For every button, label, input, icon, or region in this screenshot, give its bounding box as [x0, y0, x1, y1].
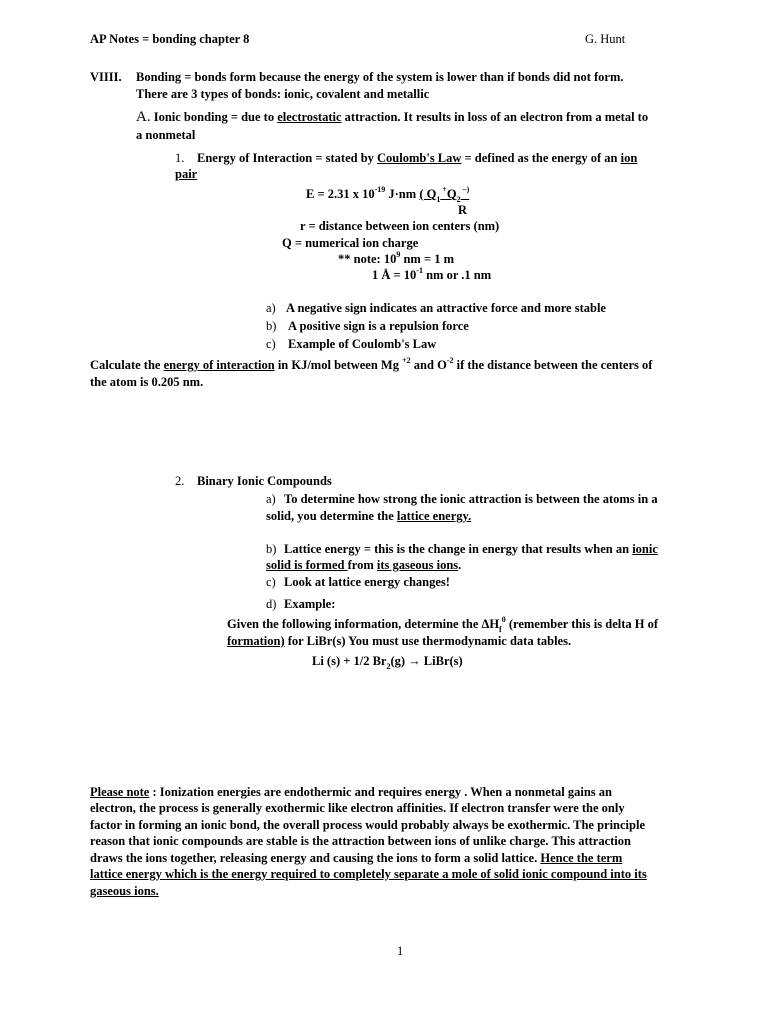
formula-e: E = 2.31 x 10	[306, 187, 375, 201]
note-line-4: reason that ionic compounds are stable is the attraction between ions of unlike charge. This attraction	[90, 834, 631, 848]
formation-term: formation)	[227, 634, 285, 648]
energy-text-mid: = defined as the energy of an	[461, 151, 621, 165]
energy-interaction-line-1	[197, 150, 637, 166]
item-2a-line-2: solid, you determine the lattice energy.	[266, 509, 472, 523]
energy-text: Energy of Interaction = stated by	[197, 151, 378, 165]
section-line-2: There are 3 types of bonds: ionic, covalent and metallic	[136, 87, 430, 101]
reaction-equation: Li (s) + 1/2 $Br_2(g)$ → LiBr(s)	[312, 654, 463, 671]
section-numeral: VIIII.	[90, 70, 122, 84]
sublist-a-text: A negative sign indicates an attractive force and more stable	[286, 301, 606, 315]
section-letter: A.	[136, 109, 151, 125]
r-definition: r = distance between ion centers (nm)	[300, 219, 500, 233]
note-nm-m: ** note: $10^9$ nm = 1 m	[338, 249, 454, 266]
item-2a-mark: a)	[266, 492, 276, 506]
coulomb-formula	[306, 186, 469, 202]
note-line-2: electron, the process is generally exothermic like electron affinities. If electron transfer were the only	[90, 801, 625, 815]
note-line-6: lattice energy which is the energy required to completely separate a mole of solid ionic compound into its	[90, 867, 647, 881]
item-2a-line-1: To determine how strong the ionic attraction is between the atoms in a	[284, 492, 658, 506]
sublist-b-mark: b)	[266, 319, 277, 333]
page-number: 1	[397, 944, 404, 958]
item-2b-mark: b)	[266, 542, 277, 556]
calculate-line-2: the atom is 0.205 nm.	[90, 375, 204, 389]
energy-of-interaction-term: energy of interaction	[163, 358, 275, 372]
please-note-label: Please note	[90, 785, 150, 799]
item-2-number: 2.	[175, 474, 185, 488]
item-2b-line-2: solid is formed from its gaseous ions.	[266, 558, 462, 572]
note-line-3: factor in forming an ionic bond, the overall process would probably always be exothermic. The principle	[90, 818, 645, 832]
item-2b-line-1: Lattice energy = this is the change in energy that results when an ionic	[284, 542, 658, 556]
calculate-line-1: Calculate the energy of interaction in KJ/mol between Mg $^{+2}$ and $O^{-2}$ if the distance between the centers of	[90, 355, 653, 372]
note-angstrom: 1 Å = $10^{-1}$ nm or .1 nm	[372, 265, 492, 282]
item-2d-text: Example:	[284, 597, 336, 611]
item-2d-mark: d)	[266, 597, 277, 611]
q-definition: Q = numerical ion charge	[282, 236, 419, 250]
example-line-1: Given the following information, determine the $\Delta H_f^0$ (remember this is delta H of	[227, 614, 659, 634]
formula-numerator: ( $Q_1$ $^+Q_2$ –)	[419, 184, 470, 204]
pair-term: pair	[175, 167, 198, 181]
item-1-number: 1.	[175, 151, 185, 165]
gaseous-ions-term: its gaseous ions	[376, 558, 459, 572]
example-line-2: formation) for LiBr(s) You must use thermodynamic data tables.	[227, 634, 572, 648]
header-title: AP Notes = bonding chapter 8	[90, 32, 250, 46]
ionic-text-end: attraction. It results in loss of an electron from a metal to	[341, 110, 649, 124]
item-2c-text: Look at lattice energy changes!	[284, 575, 450, 589]
formula-denominator: R	[458, 203, 468, 217]
note-line-5: draws the ions together, releasing energy and causing the ions to form a solid lattice. Hence the term	[90, 851, 623, 865]
sublist-c-text: Example of Coulomb's Law	[288, 337, 437, 351]
electrostatic-term: electrostatic	[277, 110, 342, 124]
ionic-term: ionic	[632, 542, 658, 556]
section-line-1: Bonding = bonds form because the energy of the system is lower than if bonds did not form.	[136, 70, 624, 84]
hence-term: Hence the term	[540, 851, 623, 865]
sublist-b-text: A positive sign is a repulsion force	[288, 319, 469, 333]
coulomb-law-term: Coulomb's Law	[377, 151, 462, 165]
ionic-bonding-line-2: a nonmetal	[136, 128, 196, 142]
formula-unit: J·nm	[385, 187, 420, 201]
ionic-text: Ionic bonding = due to	[153, 110, 278, 124]
item-2c-mark: c)	[266, 575, 276, 589]
ionic-bonding-line-1	[136, 109, 648, 125]
binary-ionic-title: Binary Ionic Compounds	[197, 474, 332, 488]
lattice-energy-term: lattice energy.	[396, 509, 472, 523]
ion-term: ion	[620, 151, 638, 165]
note-line-7: gaseous ions.	[90, 884, 159, 898]
sublist-c-mark: c)	[266, 337, 276, 351]
sublist-a-mark: a)	[266, 301, 276, 315]
formula-exponent: -19	[374, 184, 386, 194]
note-line-1: Please note : Ionization energies are endothermic and requires energy . When a nonmetal gains an	[90, 785, 612, 799]
header-author: G. Hunt	[585, 32, 626, 46]
